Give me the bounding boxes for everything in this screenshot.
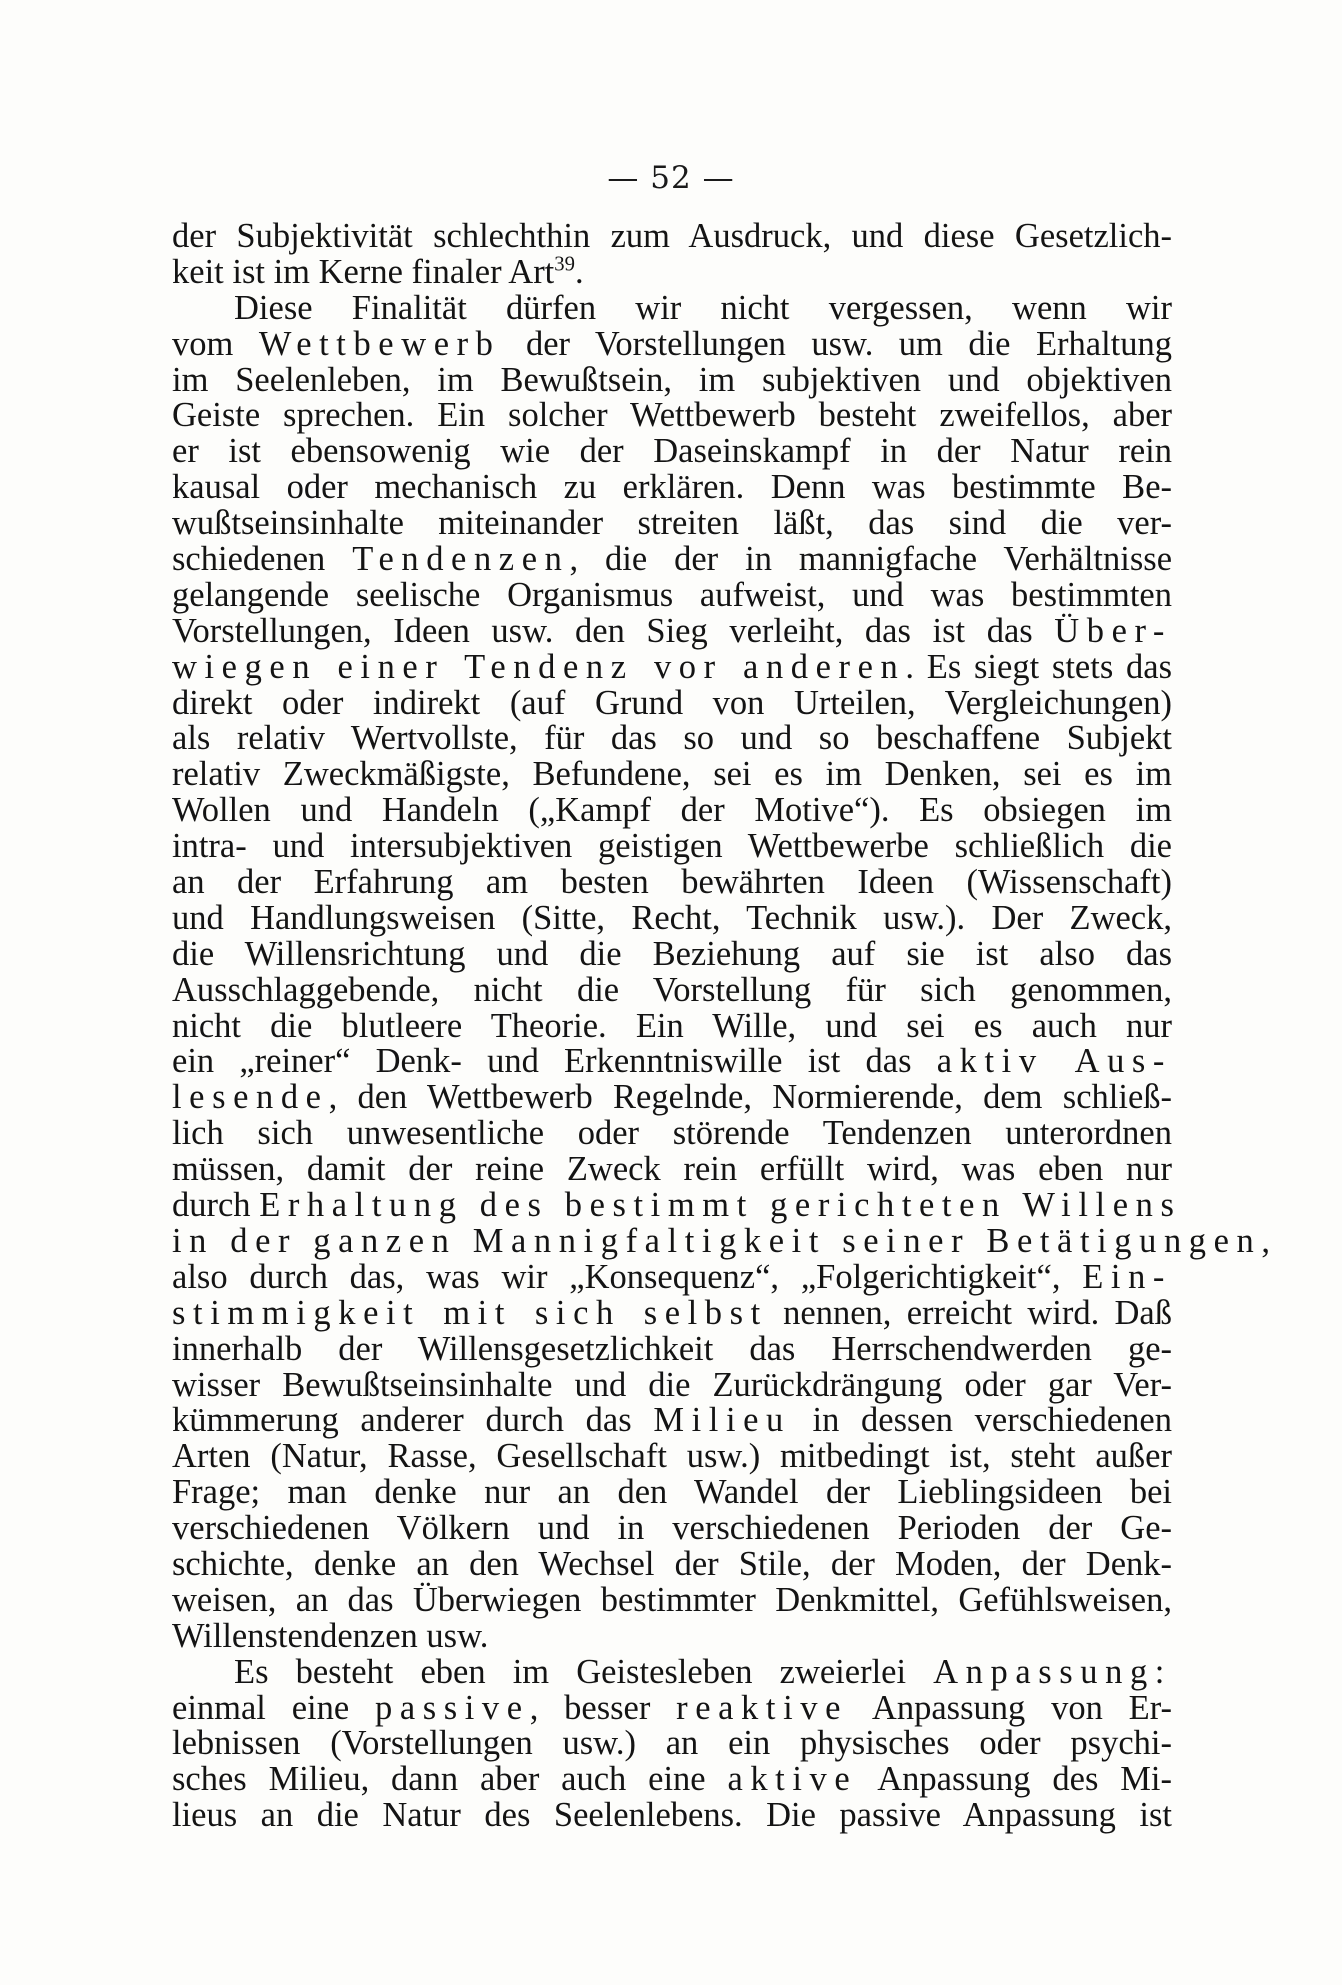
- text-line: wußtseinsinhalte miteinander streiten läßt, das sind die ver-: [172, 504, 1172, 543]
- spaced-emphasis: wiegen einer Tendenz vor anderen: [172, 647, 906, 686]
- text-line: verschiedenen Völkern und in verschiedenen Perioden der Ge-: [172, 1509, 1172, 1548]
- text-line: gelangende seelische Organismus aufweist, und was bestimmten: [172, 575, 1172, 614]
- text-line: Wollen und Handeln („Kampf der Motive“). Es obsiegen im: [172, 791, 1172, 830]
- text-line: durch Erhaltung des bestimmt gerichteten Willens: [172, 1186, 1182, 1225]
- spaced-emphasis: Über-: [1054, 611, 1172, 650]
- text-line: lich sich unwesentliche oder störende Tendenzen unterordnen: [172, 1114, 1172, 1153]
- text-line: weisen, an das Überwiegen bestimmter Denkmittel, Gefühlsweisen,: [172, 1580, 1172, 1619]
- text-line: kausal oder mechanisch zu erklären. Denn was bestimmte Be-: [172, 468, 1172, 507]
- text-line: im Seelenleben, im Bewußtsein, im subjektiven und objektiven: [172, 360, 1172, 399]
- spaced-emphasis: Tendenzen: [352, 540, 570, 579]
- spaced-emphasis: lesende: [172, 1078, 329, 1117]
- spaced-emphasis: Milieu: [653, 1401, 791, 1440]
- text-line: Diese Finalität dürfen wir nicht vergessen, wenn wir: [234, 288, 1172, 327]
- text-line: innerhalb der Willensgesetzlichkeit das Herrschendwerden ge-: [172, 1329, 1172, 1368]
- spaced-emphasis: reaktive: [676, 1688, 848, 1727]
- text-line: lesende, den Wettbewerb Regelnde, Normierende, dem schließ-: [172, 1078, 1172, 1117]
- text-line: der Subjektivität schlechthin zum Ausdruck, und diese Gesetzlich-: [172, 217, 1172, 255]
- text-line: müssen, damit der reine Zweck rein erfüllt wird, was eben nur: [172, 1150, 1172, 1189]
- text-line: lebnissen (Vorstellungen usw.) an ein physisches oder psychi-: [172, 1724, 1172, 1763]
- text-line: schiedenen Tendenzen, die der in mannigfache Verhältnisse: [172, 540, 1173, 579]
- text-line: in der ganzen Mannigfaltigkeit seiner Betätigungen,: [172, 1221, 1271, 1260]
- text-line: relativ Zweckmäßigste, Befundene, sei es im Denken, sei es im: [172, 755, 1172, 794]
- text-line: intra- und intersubjektiven geistigen Wettbewerbe schließlich die: [172, 827, 1172, 866]
- spaced-emphasis: aktive: [727, 1760, 858, 1799]
- text-line: an der Erfahrung am besten bewährten Ideen (Wissenschaft): [172, 863, 1172, 902]
- text-line: Es besteht eben im Geistesleben zweierlei Anpassung:: [234, 1652, 1172, 1691]
- spaced-emphasis: aktiv Aus-: [936, 1042, 1173, 1081]
- text-line: also durch das, was wir „Konsequenz“, „Folgerichtigkeit“, Ein-: [172, 1257, 1172, 1296]
- text-line: er ist ebensowenig wie der Daseinskampf in der Natur rein: [172, 432, 1172, 471]
- spaced-emphasis: Wettbewerb: [258, 324, 501, 363]
- text-line: als relativ Wertvollste, für das so und so beschaffene Subjekt: [172, 719, 1172, 758]
- text-line: kümmerung anderer durch das Milieu in dessen verschiedenen: [172, 1401, 1172, 1440]
- text-line: nicht die blutleere Theorie. Ein Wille, und sei es auch nur: [172, 1006, 1172, 1045]
- text-line: Willenstendenzen usw.: [172, 1616, 489, 1655]
- text-line: lieus an die Natur des Seelenlebens. Die passive Anpassung ist: [172, 1796, 1172, 1835]
- text-line: Arten (Natur, Rasse, Gesellschaft usw.) mitbedingt ist, steht außer: [172, 1437, 1172, 1476]
- body-text: [172, 217, 1271, 1835]
- text-line: Frage; man denke nur an den Wandel der Lieblingsideen bei: [172, 1473, 1172, 1512]
- text-line: wisser Bewußtseinsinhalte und die Zurückdrängung oder gar Ver-: [172, 1365, 1172, 1404]
- text-line: und Handlungsweisen (Sitte, Recht, Technik usw.). Der Zweck,: [172, 898, 1172, 937]
- spaced-emphasis: Ein-: [1082, 1257, 1172, 1296]
- spaced-emphasis: Anpassung:: [933, 1652, 1172, 1691]
- spaced-emphasis: stimmigkeit mit sich selbst: [172, 1293, 768, 1332]
- spaced-emphasis: passive: [374, 1688, 530, 1727]
- text-line: wiegen einer Tendenz vor anderen. Es siegt stets das: [172, 647, 1172, 686]
- text-line: die Willensrichtung und die Beziehung auf sie ist also das: [172, 934, 1172, 973]
- text-line: einmal eine passive, besser reaktive Anpassung von Er-: [172, 1688, 1172, 1727]
- text-line: vom Wettbewerb der Vorstellungen usw. um die Erhaltung: [172, 324, 1172, 363]
- text-line: direkt oder indirekt (auf Grund von Urteilen, Vergleichungen): [172, 683, 1172, 722]
- spaced-emphasis: Erhaltung des bestimmt gerichteten Willens: [259, 1186, 1182, 1225]
- text-line: Vorstellungen, Ideen usw. den Sieg verleiht, das ist das Über-: [172, 611, 1172, 650]
- text-line: Geiste sprechen. Ein solcher Wettbewerb besteht zweifellos, aber: [172, 396, 1172, 435]
- text-line: schichte, denke an den Wechsel der Stile, der Moden, der Denk-: [172, 1544, 1172, 1583]
- text-line: Ausschlaggebende, nicht die Vorstellung für sich genommen,: [172, 970, 1172, 1009]
- text-line: stimmigkeit mit sich selbst nennen, erreicht wird. Daß: [172, 1293, 1172, 1332]
- text-line: keit ist im Kerne finaler Art$^{39}$.: [172, 252, 584, 291]
- page-number: — 52 —: [607, 160, 735, 196]
- text-line: sches Milieu, dann aber auch eine aktive Anpassung des Mi-: [172, 1760, 1172, 1799]
- text-line: ein „reiner“ Denk- und Erkenntniswille ist das aktiv Aus-: [172, 1042, 1173, 1081]
- spaced-emphasis: in der ganzen Mannigfaltigkeit seiner Betätigungen: [172, 1221, 1262, 1260]
- footnote-reference: 39: [554, 253, 575, 276]
